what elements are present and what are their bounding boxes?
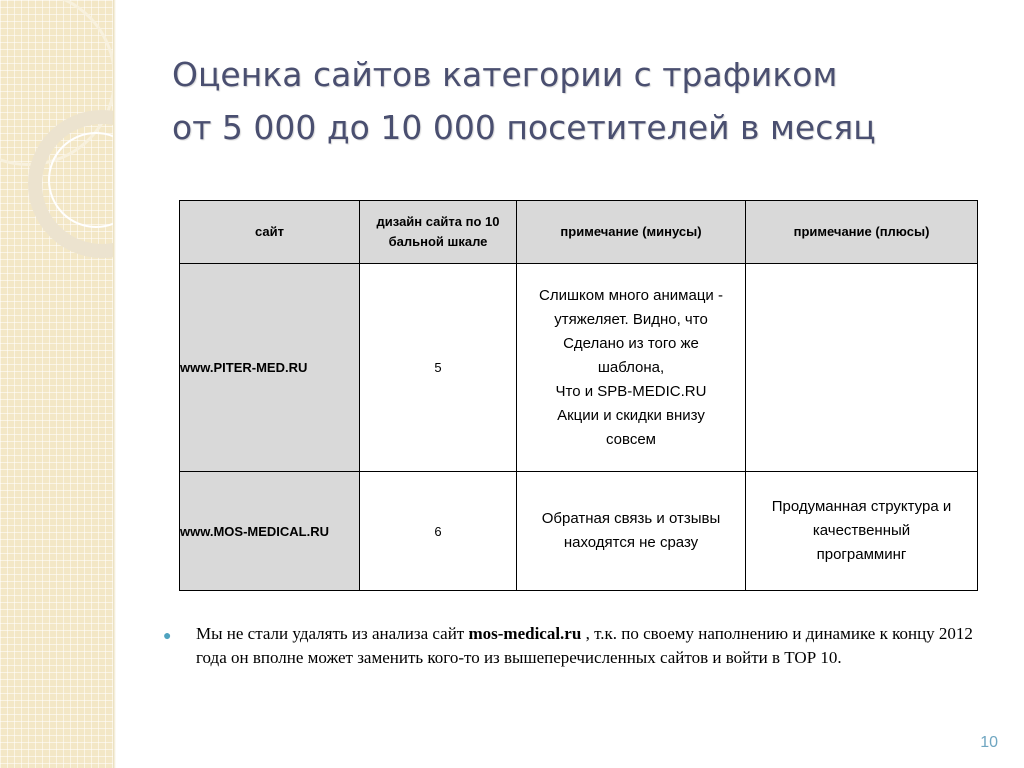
header-site: сайт: [180, 201, 360, 264]
note-line: качественный: [812, 522, 911, 539]
score-cell: 6: [360, 472, 517, 591]
minus-note-cell: [517, 264, 746, 472]
header-design-score-text: дизайн сайта по 10 бальной шкале: [376, 214, 500, 249]
header-minus: примечание (минусы): [517, 201, 746, 264]
plus-note-cell: [746, 264, 978, 472]
minus-note-cell: [517, 472, 746, 591]
header-design-score: [360, 201, 517, 264]
plus-note-cell: [746, 472, 978, 591]
note-line: Слишком много анимаци -: [539, 286, 723, 304]
note-line: находятся не сразу: [563, 534, 699, 551]
note-line: шаблона,: [597, 358, 665, 376]
bullet-highlight: mos-medical.ru: [468, 624, 582, 643]
bullet-text-before: Мы не стали удалять из анализа сайт: [196, 624, 469, 643]
note-line: совсем: [606, 430, 656, 448]
note-line: программинг: [816, 546, 907, 563]
sidebar-edge: [113, 0, 116, 768]
note-line: Продуманная структура и: [771, 498, 952, 515]
bullet-text-after: , т.к. по своему наполнению и динамике к концу 2012 года он вполне может заменить кого-то из вышеперечисленных сайтов и войти в ТОР 10.: [196, 624, 973, 667]
score-cell: 5: [360, 264, 517, 472]
table-header-row: [180, 201, 978, 264]
bullet-paragraph: [196, 622, 986, 670]
note-line: утяжеляет. Видно, что: [554, 310, 708, 328]
table-row: [180, 472, 978, 591]
slide-title: [172, 48, 992, 154]
decorative-sidebar: [0, 0, 113, 768]
site-cell: www.MOS-MEDICAL.RU: [180, 472, 360, 591]
table-row: [180, 264, 978, 472]
title-line: Оценка сайтов категории с трафиком: [172, 55, 838, 94]
note-line: Акции и скидки внизу: [557, 406, 705, 424]
page-number: 10: [980, 734, 998, 751]
note-line: Обратная связь и отзывы: [541, 510, 721, 527]
note-line: Что и SPB-MEDIC.RU: [555, 382, 707, 400]
note-line: Сделано из того же: [563, 334, 699, 352]
evaluation-table: [179, 200, 978, 591]
title-line: от 5 000 до 10 000 посетителей в месяц: [172, 108, 876, 147]
site-cell: www.PITER-MED.RU: [180, 264, 360, 472]
header-plus: примечание (плюсы): [746, 201, 978, 264]
bullet-dot-icon: ●: [163, 627, 172, 643]
